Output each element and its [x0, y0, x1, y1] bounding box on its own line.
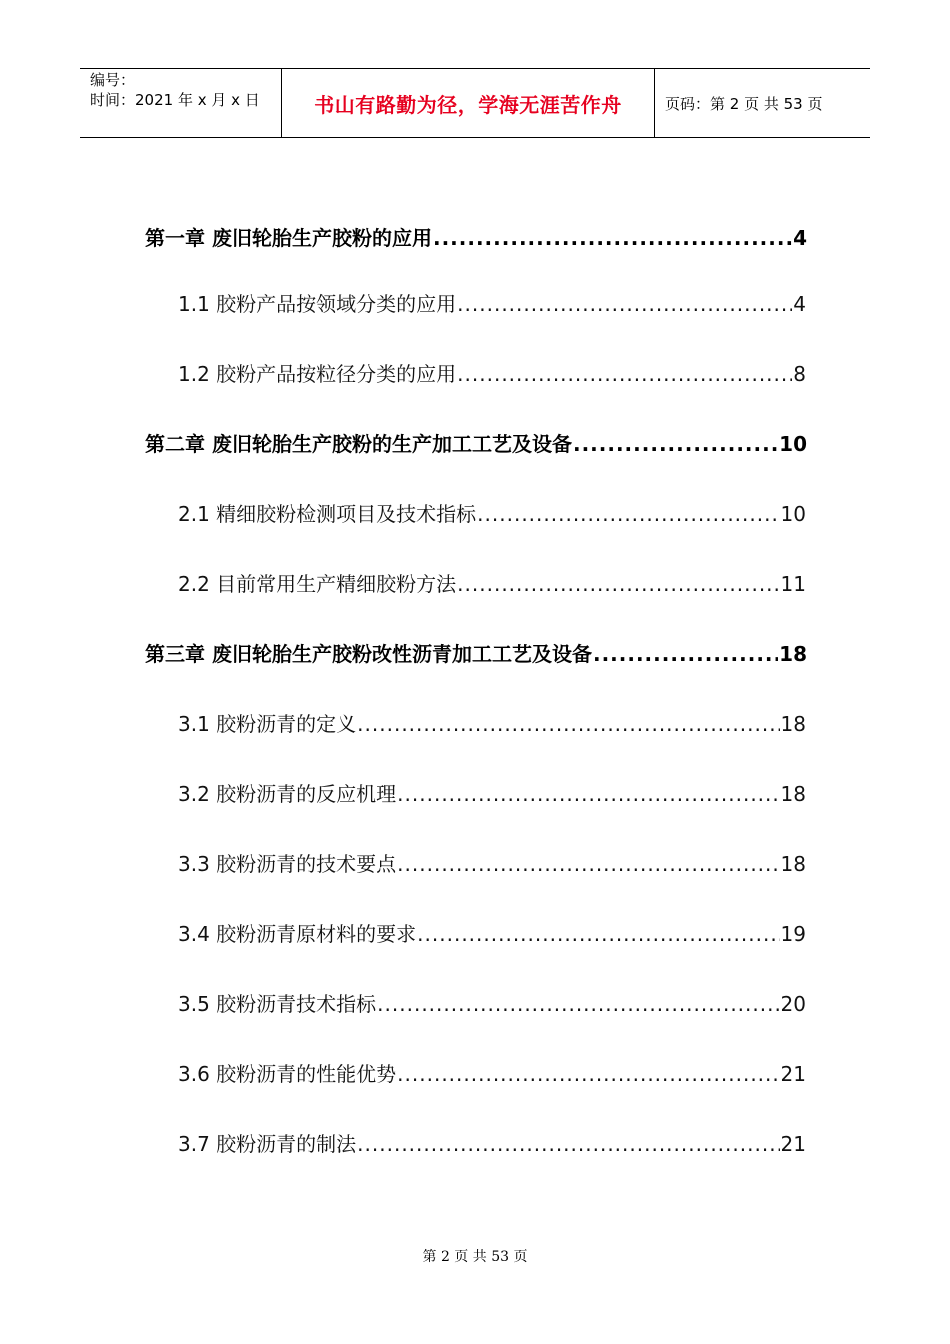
- toc-chapter-entry[interactable]: [145, 638, 807, 668]
- toc-entry-title: 3.6 胶粉沥青的性能优势: [178, 1062, 397, 1086]
- toc-dot-leader: [397, 782, 779, 806]
- toc-entry-title: 1.1 胶粉产品按领域分类的应用: [178, 292, 457, 316]
- toc-dot-leader: [477, 502, 779, 526]
- toc-section-entry[interactable]: [178, 498, 806, 528]
- toc-dot-leader: [357, 712, 779, 736]
- header-page-cell: [655, 69, 870, 137]
- date-label: 时间：2021 年 x 月 x 日: [90, 91, 260, 109]
- toc-entry-page-number: 8: [793, 362, 806, 386]
- toc-dot-leader: [457, 572, 779, 596]
- toc-entry-page-number: 21: [780, 1062, 806, 1086]
- toc-entry-title: 第二章 废旧轮胎生产胶粉的生产加工工艺及设备: [145, 432, 572, 456]
- toc-section-entry[interactable]: [178, 988, 806, 1018]
- toc-entry-title: 第三章 废旧轮胎生产胶粉改性沥青加工工艺及设备: [145, 642, 592, 666]
- toc-entry-page-number: 10: [779, 432, 807, 456]
- toc-entry-page-number: 19: [780, 922, 806, 946]
- motto-text: 书山有路勤为径，学海无涯苦作舟: [314, 92, 622, 117]
- toc-dot-leader: [457, 362, 792, 386]
- toc-dot-leader: [377, 992, 779, 1016]
- toc-section-entry[interactable]: [178, 568, 806, 598]
- toc-chapter-entry[interactable]: [145, 222, 807, 252]
- header-meta-cell: [80, 69, 280, 137]
- toc-entry-title: 第一章 废旧轮胎生产胶粉的应用: [145, 226, 432, 250]
- toc-entry-page-number: 18: [780, 712, 806, 736]
- toc-section-entry[interactable]: [178, 848, 806, 878]
- toc-section-entry[interactable]: [178, 358, 806, 388]
- header-motto-cell: [281, 69, 655, 137]
- toc-entry-page-number: 10: [780, 502, 806, 526]
- page-footer: 第 2 页 共 53 页: [422, 1249, 528, 1265]
- toc-entry-page-number: 4: [793, 226, 807, 250]
- page-info: 页码：第 2 页 共 53 页: [665, 94, 823, 113]
- toc-dot-leader: [433, 226, 792, 250]
- toc-entry-page-number: 18: [780, 782, 806, 806]
- toc-entry-page-number: 21: [780, 1132, 806, 1156]
- toc-entry-page-number: 20: [780, 992, 806, 1016]
- toc-section-entry[interactable]: [178, 1128, 806, 1158]
- toc-dot-leader: [417, 922, 779, 946]
- toc-dot-leader: [357, 1132, 779, 1156]
- toc-chapter-entry[interactable]: [145, 428, 807, 458]
- toc-entry-title: 1.2 胶粉产品按粒径分类的应用: [178, 362, 457, 386]
- toc-dot-leader: [397, 852, 779, 876]
- toc-entry-title: 3.4 胶粉沥青原材料的要求: [178, 922, 417, 946]
- toc-entry-title: 3.5 胶粉沥青技术指标: [178, 992, 377, 1016]
- toc-entry-title: 2.1 精细胶粉检测项目及技术指标: [178, 502, 477, 526]
- toc-dot-leader: [397, 1062, 779, 1086]
- document-header: [80, 68, 870, 138]
- toc-section-entry[interactable]: [178, 918, 806, 948]
- number-label: 编号：: [90, 71, 136, 89]
- toc-section-entry[interactable]: [178, 778, 806, 808]
- toc-section-entry[interactable]: [178, 1058, 806, 1088]
- toc-section-entry[interactable]: [178, 708, 806, 738]
- toc-entry-page-number: 18: [780, 852, 806, 876]
- toc-dot-leader: [593, 642, 778, 666]
- toc-entry-title: 3.1 胶粉沥青的定义: [178, 712, 357, 736]
- toc-entry-title: 3.3 胶粉沥青的技术要点: [178, 852, 397, 876]
- toc-section-entry[interactable]: [178, 288, 806, 318]
- toc-dot-leader: [573, 432, 778, 456]
- toc-entry-page-number: 18: [779, 642, 807, 666]
- toc-dot-leader: [457, 292, 792, 316]
- toc-entry-page-number: 4: [793, 292, 806, 316]
- toc-entry-page-number: 11: [780, 572, 806, 596]
- toc-entry-title: 3.2 胶粉沥青的反应机理: [178, 782, 397, 806]
- toc-entry-title: 3.7 胶粉沥青的制法: [178, 1132, 357, 1156]
- toc-entry-title: 2.2 目前常用生产精细胶粉方法: [178, 572, 457, 596]
